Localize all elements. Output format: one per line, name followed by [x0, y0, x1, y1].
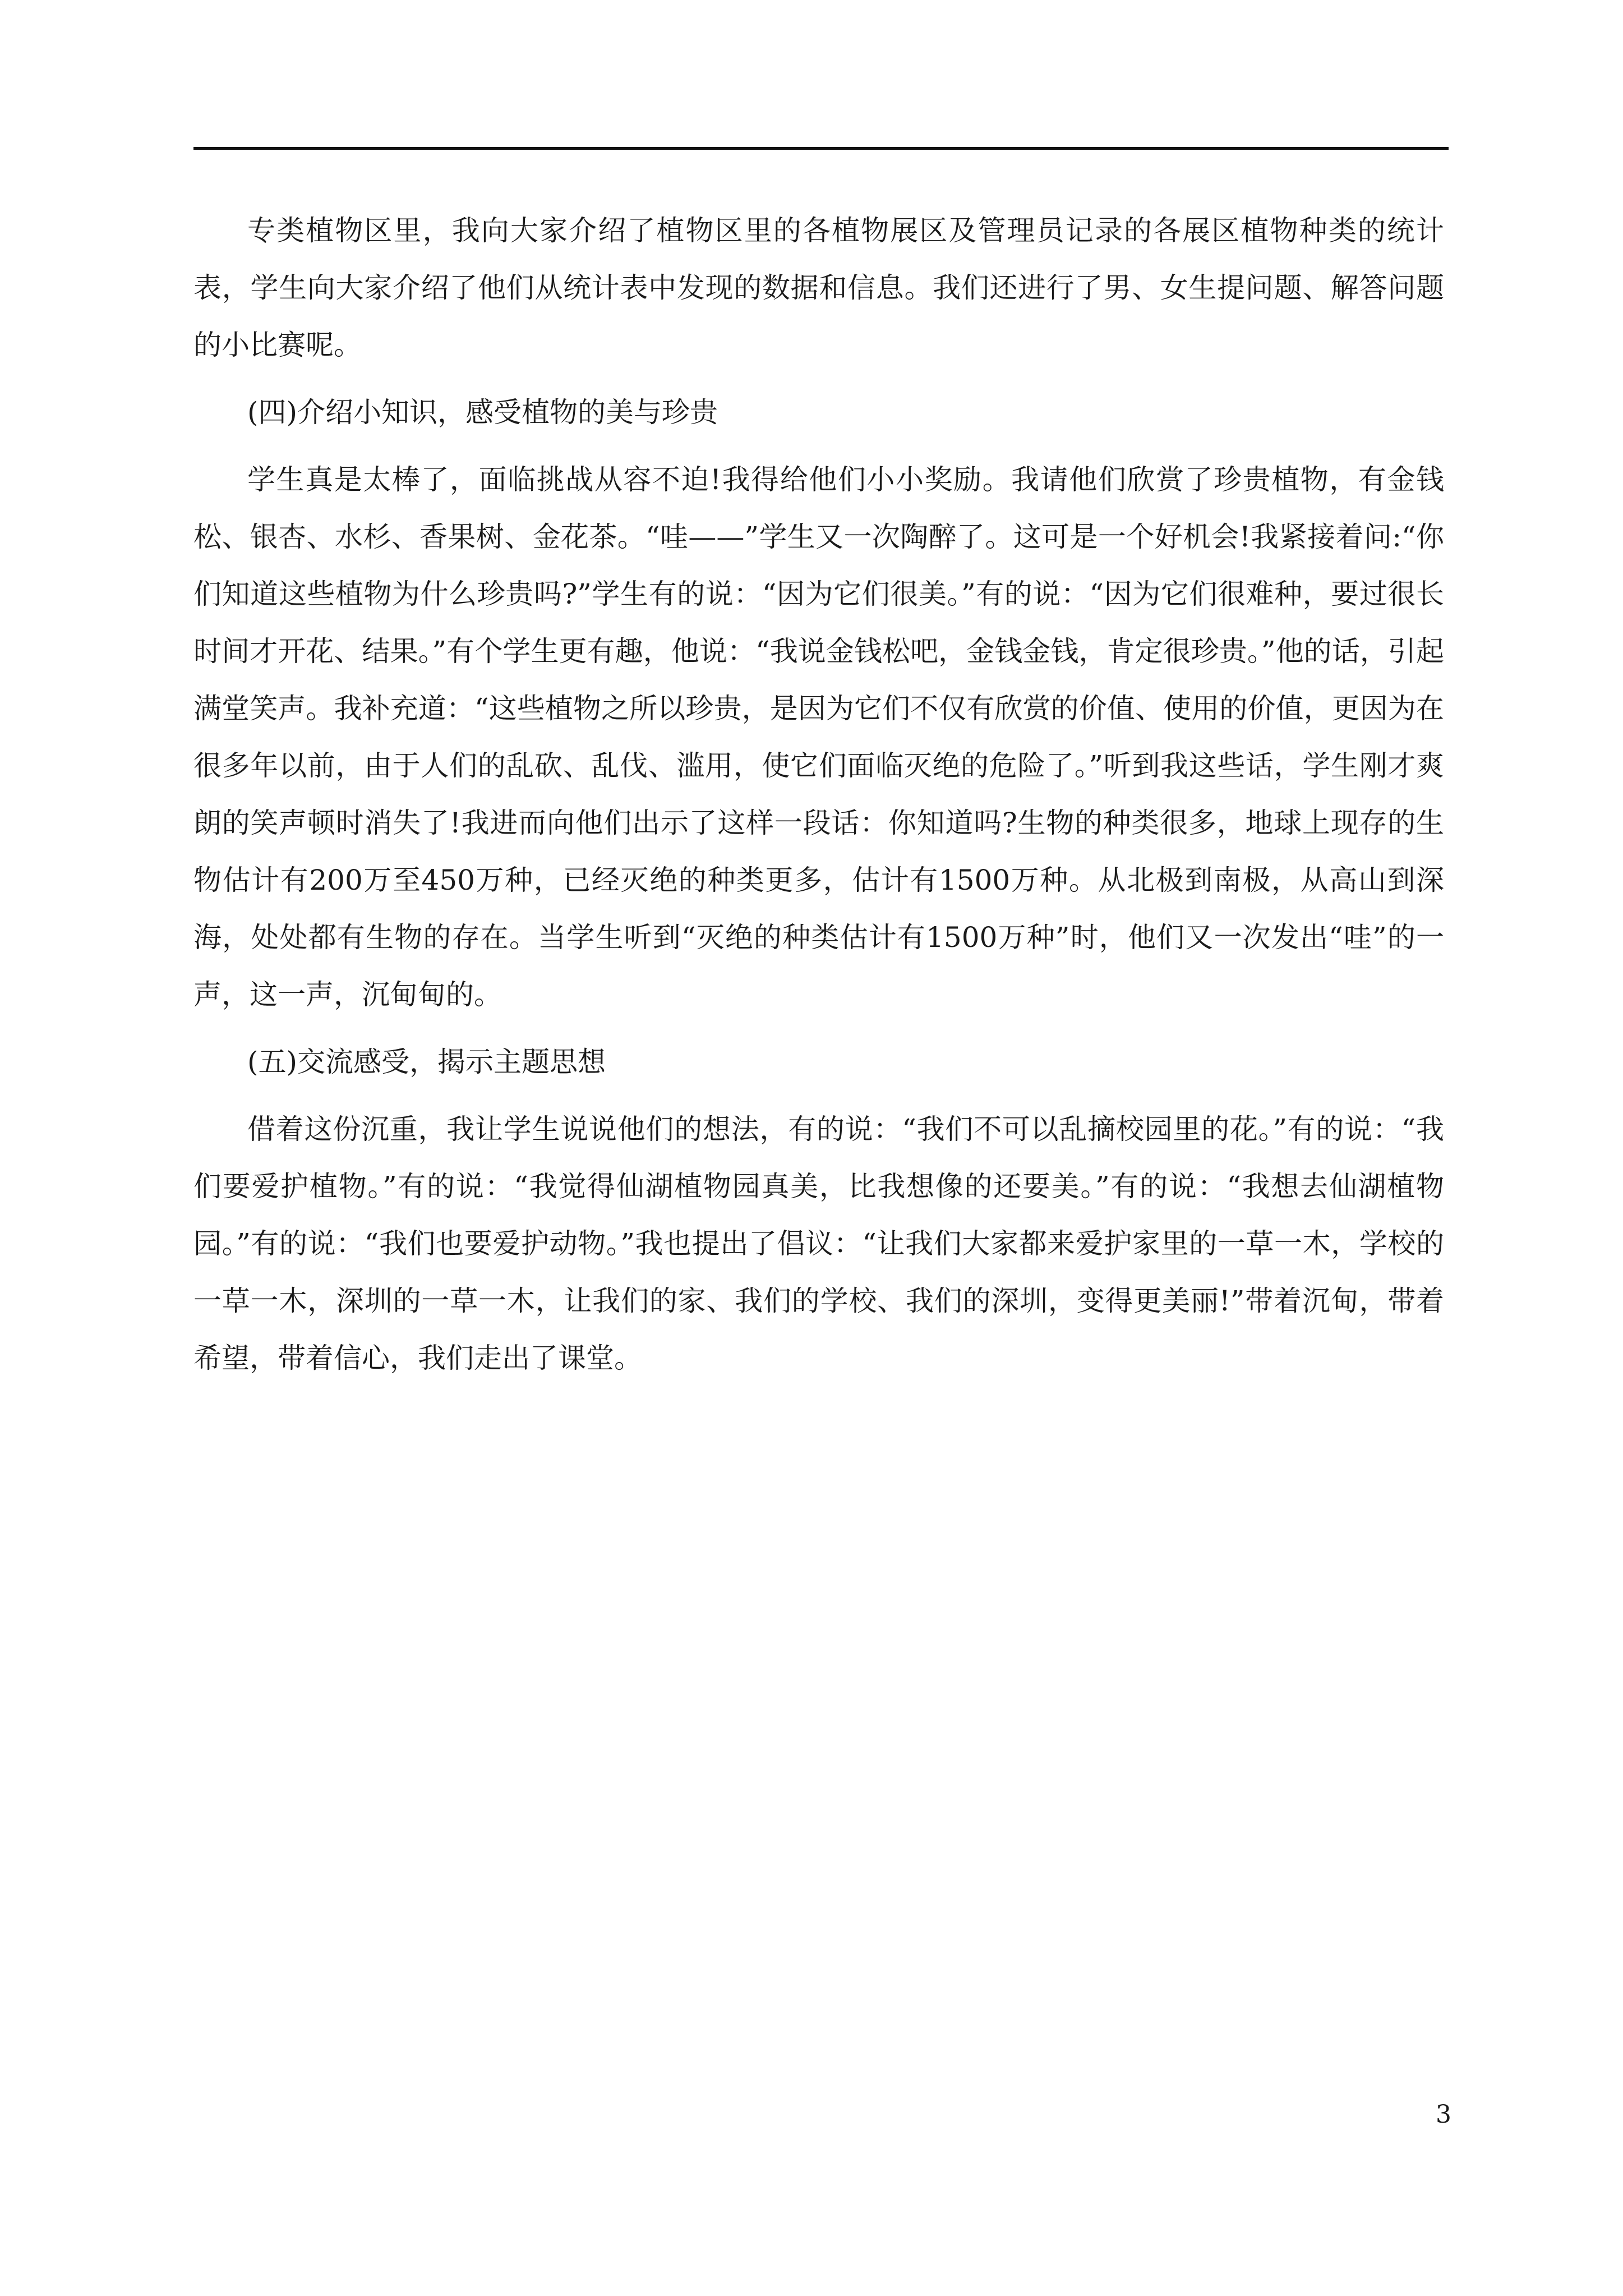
document-body [193, 202, 1444, 1397]
section-heading-4: (四)介绍小知识，感受植物的美与珍贵 [247, 396, 718, 429]
paragraph-rare-plants: 学生真是太棒了，面临挑战从容不迫!我得给他们小小奖励。我请他们欣赏了珍贵植物，有金钱松、银杏、水杉、香果树、金花茶。“哇——”学生又一次陶醉了。这可是一个好机会!我紧接着问:“你们知道这些植物为什么珍贵吗?”学生有的说：“因为它们很美。”有的说：“因为它们很难种，要过很长时间才开花、结果。”有个学生更有趣，他说：“我说金钱松吧，金钱金钱，肯定很珍贵。”他的话，引起满堂笑声。我补充道：“这些植物之所以珍贵，是因为它们不仅有欣赏的价值、使用的价值，更因为在很多年以前，由于人们的乱砍、乱伐、滥用，使它们面临灭绝的危险了。”听到我这些话，学生刚才爽朗的笑声顿时消失了!我进而向他们出示了这样一段话：你知道吗?生物的种类很多，地球上现存的生物估计有200万至450万种，已经灭绝的种类更多，估计有1500万种。从北极到南极，从高山到深海，处处都有生物的存在。当学生听到“灭绝的种类估计有1500万种”时，他们又一次发出“哇”的一声，这一声，沉甸甸的。 [193, 463, 1444, 1011]
header-rule [193, 147, 1449, 150]
page-number: 3 [1436, 2100, 1451, 2129]
section-heading-5: (五)交流感受，揭示主题思想 [247, 1046, 606, 1078]
paragraph-specialty-area: 专类植物区里，我向大家介绍了植物区里的各植物展区及管理员记录的各展区植物种类的统计表，学生向大家介绍了他们从统计表中发现的数据和信息。我们还进行了男、女生提问题、解答问题的小比赛呢。 [193, 214, 1444, 361]
paragraph-share-feelings: 借着这份沉重，我让学生说说他们的想法，有的说：“我们不可以乱摘校园里的花。”有的说：“我们要爱护植物。”有的说：“我觉得仙湖植物园真美，比我想像的还要美。”有的说：“我想去仙湖植物园。”有的说：“我们也要爱护动物。”我也提出了倡议：“让我们大家都来爱护家里的一草一木，学校的一草一木，深圳的一草一木，让我们的家、我们的学校、我们的深圳，变得更美丽!”带着沉甸，带着希望，带着信心，我们走出了课堂。 [193, 1113, 1444, 1374]
